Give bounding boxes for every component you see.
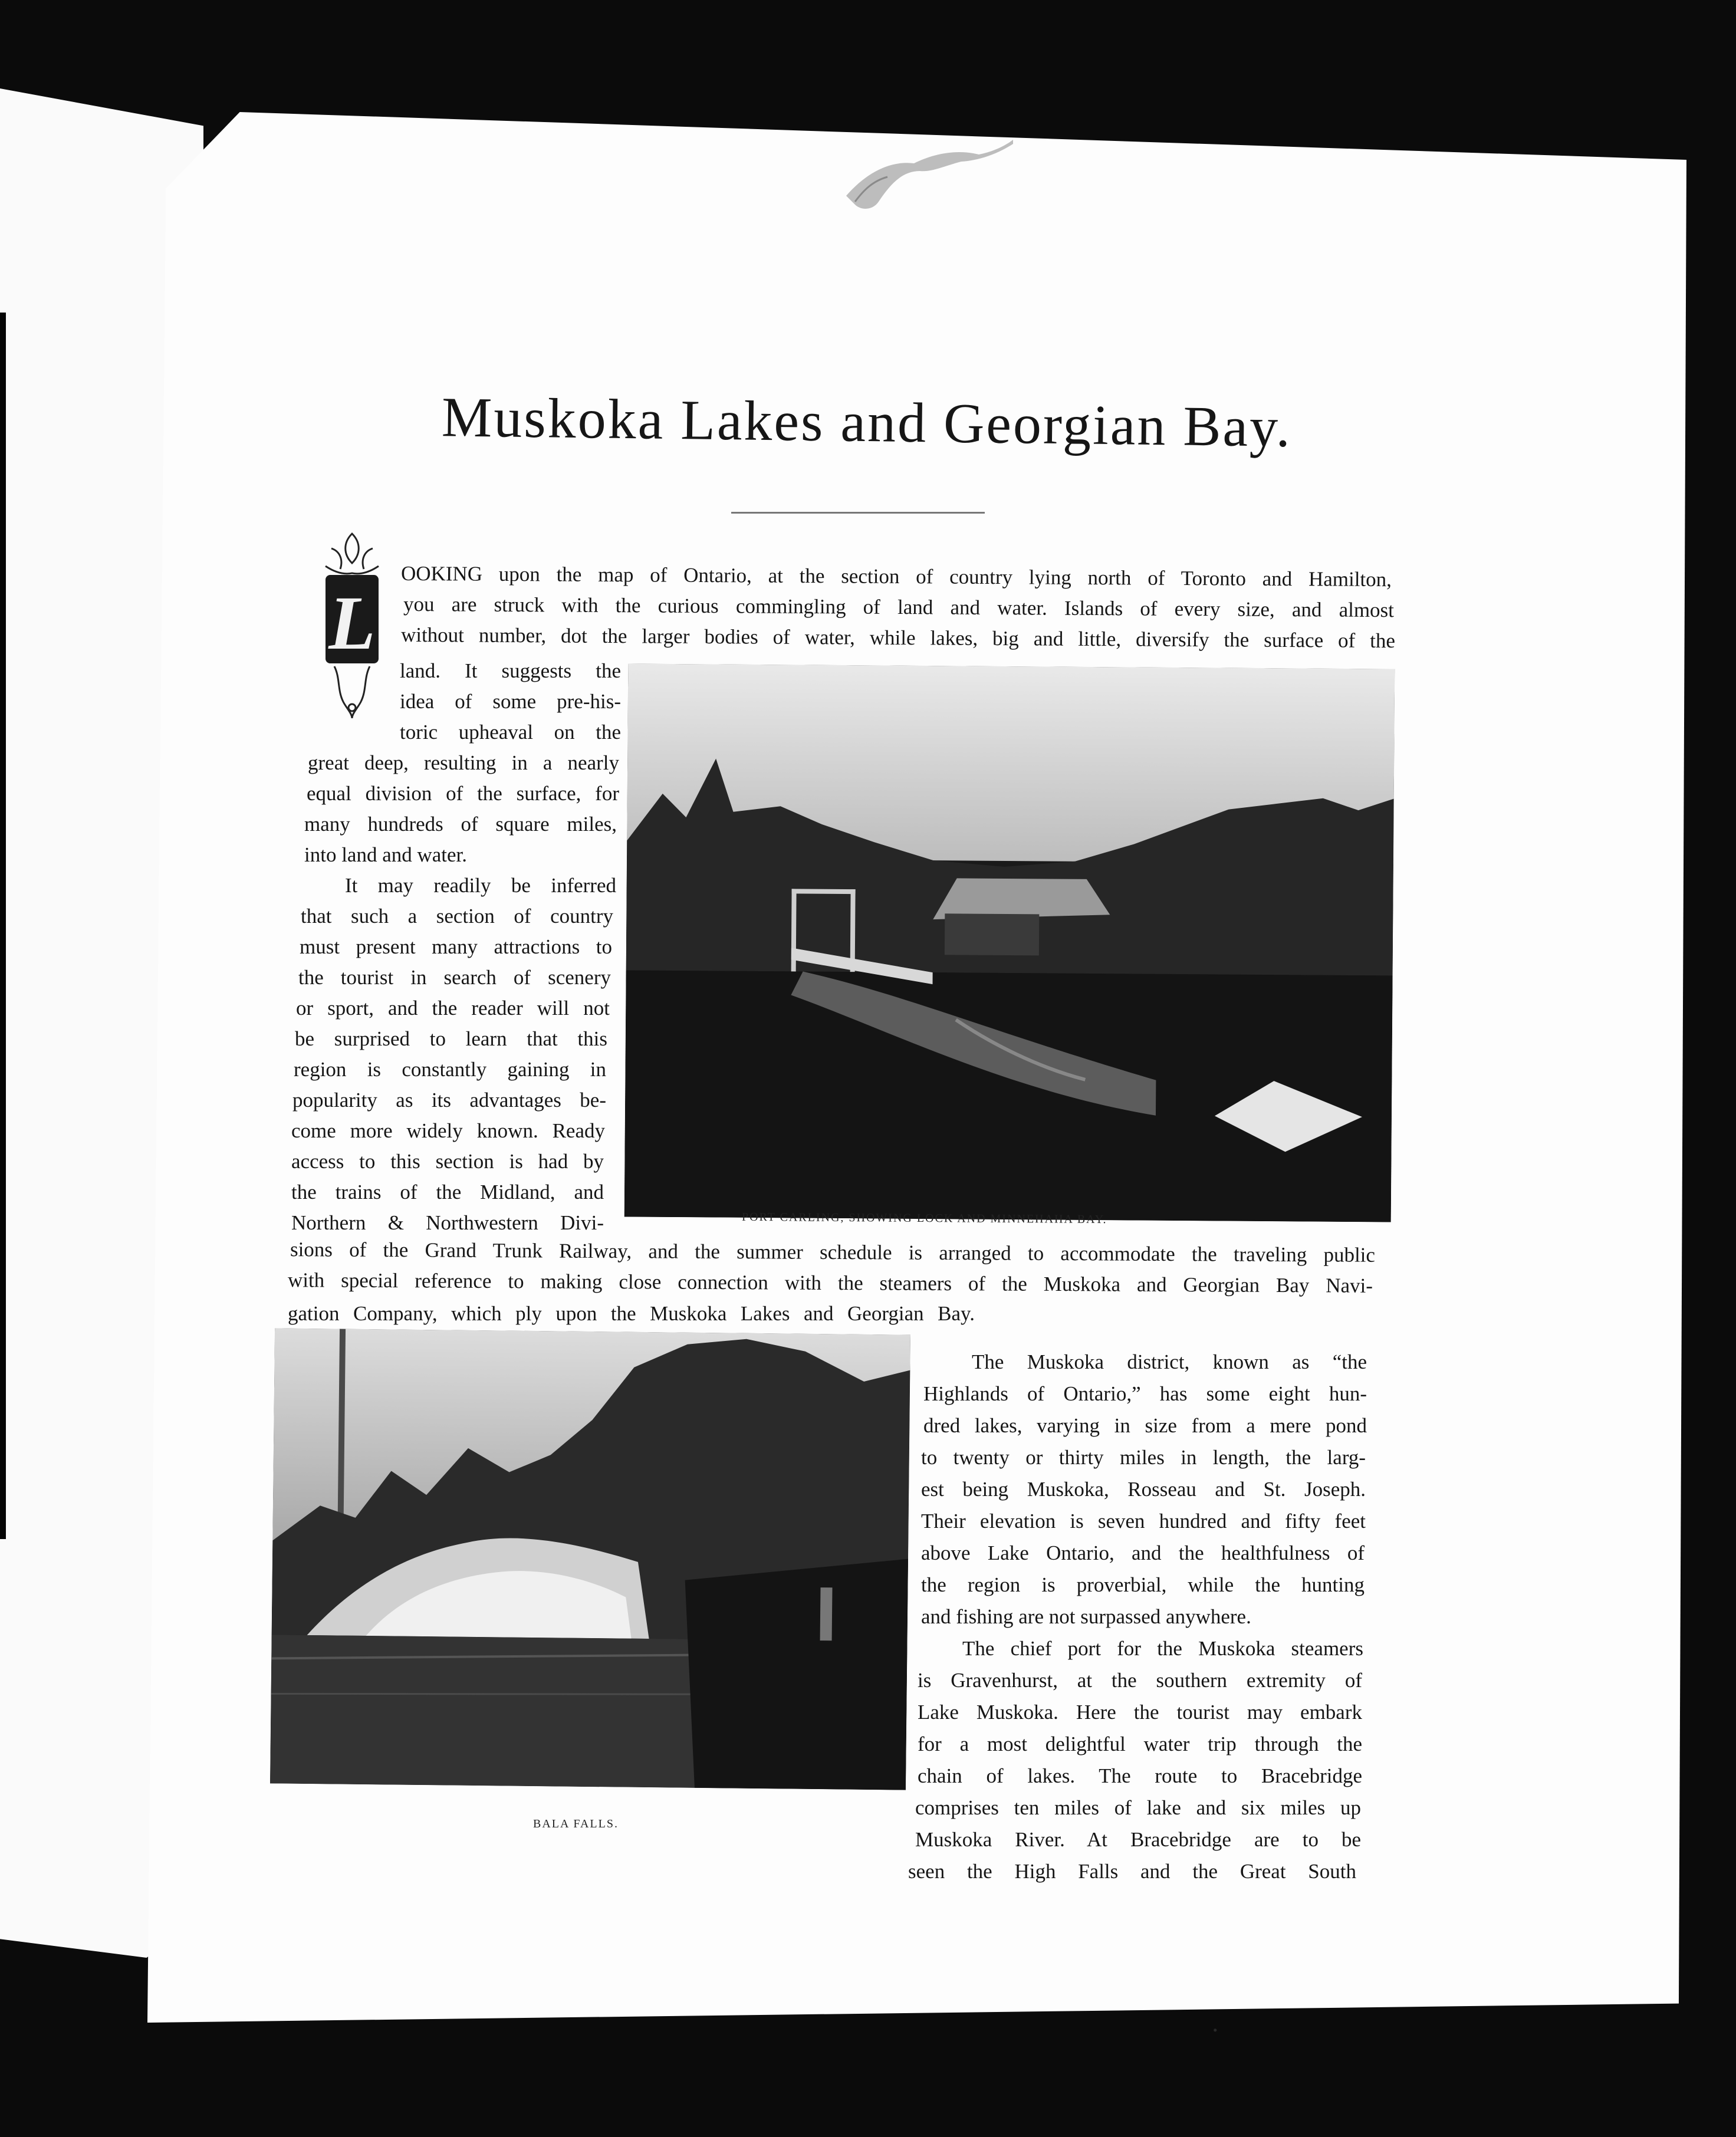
page-title: Muskoka Lakes and Georgian Bay. [441,385,1293,459]
text-line: Muskoka River. At Bracebridge are to be [915,1828,1361,1851]
port-carling-caption: PORT CARLING, SHOWING LOCK AND MINNEHAHA BAY. [741,1210,1107,1227]
text-line: that such a section of country [301,905,613,928]
text-line: access to this section is had by [291,1150,604,1173]
text-line: above Lake Ontario, and the healthfulness of [921,1541,1365,1564]
port-carling-photo [624,663,1395,1222]
text-line: region is constantly gaining in [294,1058,606,1081]
text-line: the region is proverbial, while the hunting [921,1573,1365,1596]
binding-shadow [0,313,6,1539]
text-line: chain of lakes. The route to Bracebridge [918,1764,1362,1787]
text-line: dred lakes, varying in size from a mere pond [923,1414,1367,1437]
bala-falls-caption: BALA FALLS. [533,1817,619,1830]
text-line: land. It suggests the [400,659,621,682]
text-line: Lake Muskoka. Here the tourist may embark [918,1701,1362,1724]
text-line: the tourist in search of scenery [298,966,611,989]
text-line: or sport, and the reader will not [296,997,610,1020]
text-line: OOKING upon the map of Ontario, at the section of country lying north of Toronto and Hamilton, [400,561,1392,591]
text-line: equal division of the surface, for [307,782,619,805]
text-line: toric upheaval on the [400,721,621,744]
text-line: idea of some pre-his- [400,690,621,713]
text-line: seen the High Falls and the Great South [908,1860,1356,1883]
text-line: into land and water. [304,843,468,866]
text-line: The Muskoka district, known as “the [972,1350,1367,1373]
text-line: Northern & Northwestern Divi- [291,1211,604,1234]
title-rule [731,512,985,514]
text-line: great deep, resulting in a nearly [308,751,619,774]
text-line: you are struck with the curious commingling of land and water. Islands of every size, and almost [403,592,1395,622]
text-line: est being Muskoka, Rosseau and St. Joseph. [921,1478,1366,1501]
text-line: Their elevation is seven hundred and fifty feet [921,1510,1366,1533]
text-line: to twenty or thirty miles in length, the larg- [921,1446,1366,1469]
text-line: be surprised to learn that this [295,1027,607,1050]
text-line: gation Company, which ply upon the Muskoka Lakes and Georgian Bay. [288,1302,975,1325]
ornamental-drop-cap [308,531,396,719]
text-line: comprises ten miles of lake and six miles up [915,1796,1361,1819]
text-line: Highlands of Ontario,” has some eight hun- [923,1382,1367,1405]
text-line: come more widely known. Ready [291,1119,605,1142]
text-line: without number, dot the larger bodies of water, while lakes, big and little, diversify the surface of the [400,623,1396,653]
drop-cap-letter: L [328,581,376,666]
text-line: sions of the Grand Trunk Railway, and the summer schedule is arranged to accommodate the traveling public [290,1238,1376,1267]
text-line: for a most delightful water trip through the [918,1732,1362,1755]
text-line: and fishing are not surpassed anywhere. [921,1605,1251,1628]
text-line: many hundreds of square miles, [304,813,617,836]
text-line: The chief port for the Muskoka steamers [962,1637,1363,1660]
bala-falls-photo [270,1328,910,1790]
torn-edge-mark [843,137,1014,213]
text-line: with special reference to making close connection with the steamers of the Muskoka and Georgian Bay Navi- [287,1268,1373,1297]
text-line: It may readily be inferred [345,874,616,897]
text-line: the trains of the Midland, and [291,1181,604,1204]
text-line: must present many attractions to [300,935,612,958]
text-line: is Gravenhurst, at the southern extremity of [918,1669,1362,1692]
text-line: popularity as its advantages be- [292,1089,606,1112]
